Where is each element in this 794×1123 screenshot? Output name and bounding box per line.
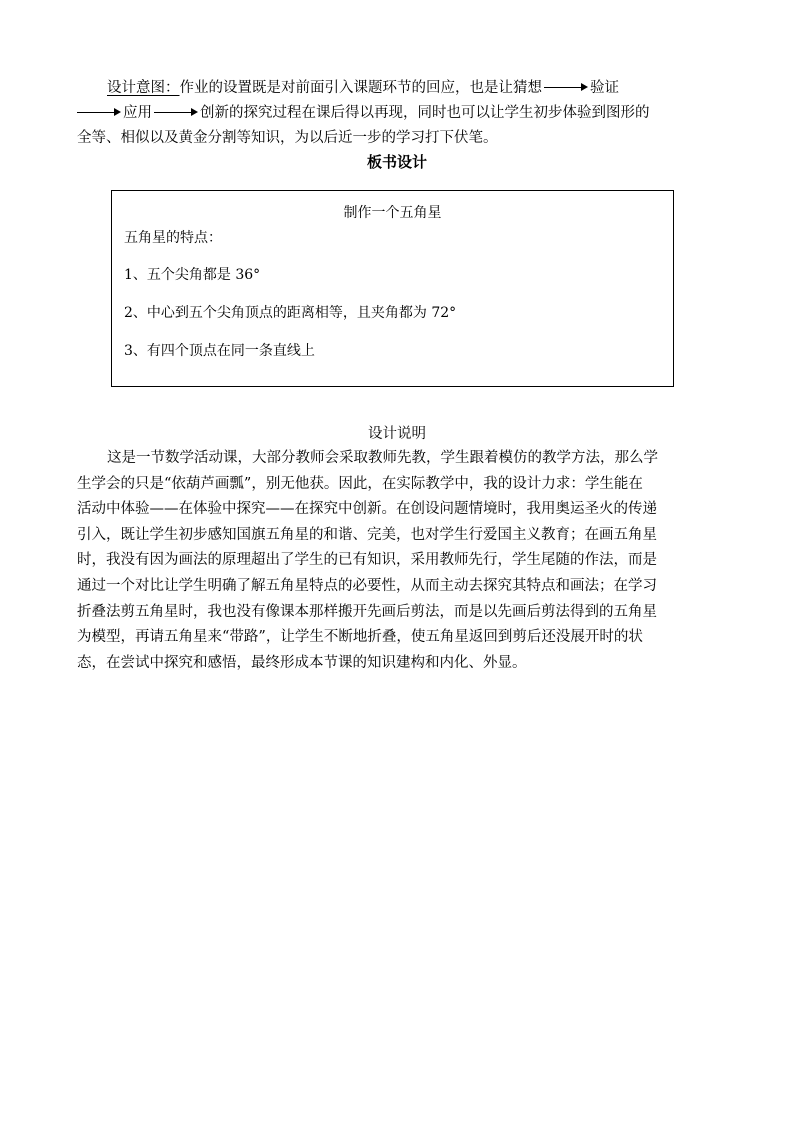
- explanation-line: 活动中体验——在体验中探究——在探究中创新。在创设问题情境时，我用奥运圣火的传递: [77, 501, 657, 518]
- explanation-line: 通过一个对比让学生明确了解五角星特点的必要性，从而主动去探究其特点和画法；在学习: [77, 577, 657, 594]
- explanation-line: 生学会的只是“依葫芦画瓢”，别无他获。因此，在实际教学中，我的设计力求：学生能在: [77, 475, 643, 492]
- right-arrow-icon: [544, 83, 588, 93]
- explanation-line: 为模型，再请五角星来“带路”，让学生不断地折叠，使五角星返回到剪后还没展开时的状: [77, 629, 643, 646]
- explanation-line: 折叠法剪五角星时，我也没有像课本那样搬开先画后剪法，而是以先画后剪法得到的五角星: [77, 603, 657, 620]
- board-item-1: 1、五个尖角都是 36°: [124, 267, 261, 283]
- explanation-line: 引入，既让学生初步感知国旗五角星的和谐、完美，也对学生行爱国主义教育；在画五角星: [77, 526, 657, 543]
- intent-line-2: [77, 101, 717, 126]
- explanation-line: 态，在尝试中探究和感悟，最终形成本节课的知识建构和内化、外显。: [77, 654, 527, 671]
- right-arrow-icon: [154, 108, 198, 118]
- intent-line-2-word: 应用: [123, 105, 152, 121]
- intent-line-3: 全等、相似以及黄金分割等知识，为以后近一步的学习打下伏笔。: [77, 130, 498, 146]
- board-design-box: [111, 190, 674, 387]
- board-subtitle: 五角星的特点：: [124, 230, 222, 246]
- explanation-line: 这是一节数学活动课，大部分教师会采取教师先教，学生跟着模仿的教学方法，那么学: [107, 450, 658, 466]
- board-item-2: 2、中心到五个尖角顶点的距离相等，且夹角都为 72°: [124, 305, 457, 321]
- board-design-heading: 板书设计: [366, 153, 427, 171]
- board-title: 制作一个五角星: [343, 205, 442, 221]
- intent-label: 设计意图：: [107, 80, 180, 96]
- intent-line-2-rest: 创新的探究过程在课后得以再现，同时也可以让学生初步体验到图形的: [200, 105, 650, 121]
- design-explanation-paragraph: [77, 446, 717, 676]
- right-arrow-icon: [77, 108, 121, 118]
- design-explanation-heading: 设计说明: [368, 426, 426, 442]
- design-intent-paragraph: [77, 76, 717, 151]
- intent-line-1-end: 验证: [590, 80, 619, 96]
- intent-line-1-text: 作业的设置既是对前面引入课题环节的回应，也是让猜想: [179, 80, 542, 96]
- intent-line-1: [77, 76, 717, 101]
- board-item-3: 3、有四个顶点在同一条直线上: [124, 343, 315, 359]
- explanation-line: 时，我没有因为画法的原理超出了学生的已有知识，采用教师先行，学生尾随的作法，而是: [77, 552, 657, 569]
